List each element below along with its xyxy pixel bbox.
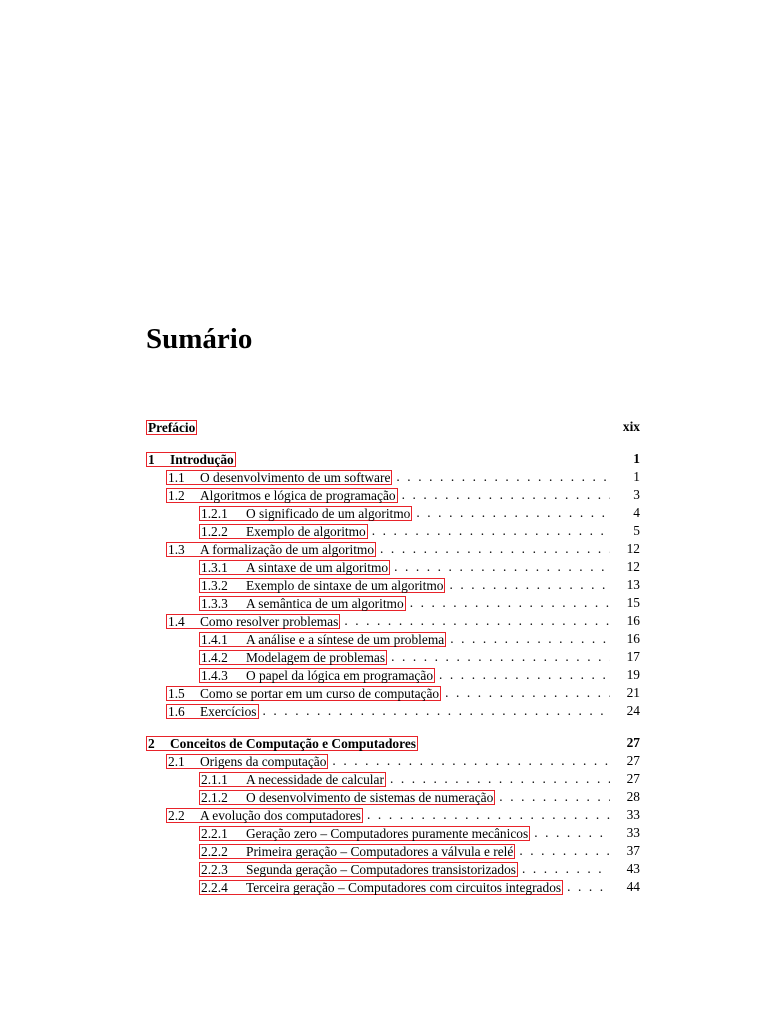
toc-entry-number: 1.2 [168,487,185,503]
toc-entry-number: 2.1 [168,753,185,769]
toc-entry [146,612,640,630]
dot-leader [402,486,610,504]
toc-entry-page: 19 [626,667,640,682]
toc-entry-page: 3 [633,487,640,502]
toc-entry-page: 27 [626,735,640,750]
toc-entry-number: 2.2.3 [201,861,228,877]
toc-entry-number: 1.4.1 [201,631,228,647]
toc-entry-link[interactable] [146,452,236,467]
dot-leader [519,842,610,860]
toc-entry-label: A evolução dos computadores [200,807,362,823]
toc-entry [146,594,640,612]
dot-leader [534,824,610,842]
dot-leader [394,558,610,576]
toc-entry [146,752,640,770]
toc-entry-page: 27 [626,753,640,768]
toc-entry-page: 4 [633,505,640,520]
dot-leader [439,666,610,684]
toc-entry-number: 1.4.3 [201,667,228,683]
toc-entry-label: Geração zero – Computadores puramente mecânicos [246,825,529,841]
toc-entry-page: 44 [626,879,640,894]
toc-entry-page: 28 [626,789,640,804]
toc-entry-page: 37 [626,843,640,858]
toc-entry [146,770,640,788]
toc-entry-label: A sintaxe de um algoritmo [246,559,389,575]
toc-entry [146,824,640,842]
toc-entry [146,576,640,594]
toc-entry-number: 1.2.2 [201,523,228,539]
dot-leader [390,770,610,788]
toc-entry-link[interactable] [166,704,259,719]
dot-leader [522,860,610,878]
toc-entry [146,734,640,752]
dot-leader [567,878,610,896]
toc-entry-link[interactable] [199,880,563,895]
toc-entry-page: 12 [626,559,640,574]
toc-entry-page: 15 [626,595,640,610]
toc-entry-page: 24 [626,703,640,718]
toc-entry-number: 2.2.2 [201,843,228,859]
toc-entry [146,468,640,486]
toc-entry [146,860,640,878]
toc-entry-label: A formalização de um algoritmo [200,541,375,557]
toc-entry-number: 1.4.2 [201,649,228,665]
toc-entry-link[interactable] [199,560,390,575]
toc-entry-link[interactable] [146,420,197,435]
toc-entry [146,806,640,824]
toc-entry-number: 2.2 [168,807,185,823]
toc-entry-page: 5 [633,523,640,538]
toc-entry-link[interactable] [166,808,363,823]
toc-entry [146,702,640,720]
dot-leader [445,684,610,702]
toc-entry-link[interactable] [199,668,435,683]
toc-entry-label: Prefácio [148,419,196,435]
toc-entry-link[interactable] [199,596,406,611]
toc-entry-label: Exemplo de sintaxe de um algoritmo [246,577,444,593]
toc-entry-link[interactable] [199,524,368,539]
toc-entry-number: 2.1.1 [201,771,228,787]
toc-entry [146,842,640,860]
toc-entry-number: 1.2.1 [201,505,228,521]
toc-entry-label: Algoritmos e lógica de programação [200,487,396,503]
toc-entry-label: A semântica de um algoritmo [246,595,404,611]
toc-entry-label: Primeira geração – Computadores a válvula e relé [246,843,514,859]
toc-entry-number: 1.5 [168,685,185,701]
toc-entry-label: Origens da computação [200,753,327,769]
toc-entry [146,450,640,468]
toc-entry-link[interactable] [199,844,515,859]
toc-entry-label: O desenvolvimento de sistemas de numeração [246,789,494,805]
toc-entry-number: 1.3 [168,541,185,557]
toc-entry-page: 1 [633,451,640,466]
toc-entry-number: 1.1 [168,469,185,485]
toc-entry-label: Conceitos de Computação e Computadores [170,735,416,751]
toc-entry-label: A necessidade de calcular [246,771,384,787]
toc-entry-label: O papel da lógica em programação [246,667,434,683]
toc-entry-link[interactable] [166,470,392,485]
toc-entry [146,878,640,896]
toc-entry-link[interactable] [199,506,412,521]
toc-entry [146,504,640,522]
toc-entry-link[interactable] [166,542,376,557]
dot-leader [372,522,610,540]
toc-entry-link[interactable] [199,650,387,665]
toc-entry-number: 1.3.2 [201,577,228,593]
toc-entry [146,522,640,540]
toc-entry-page: xix [622,419,640,434]
toc-entry-number: 2.2.1 [201,825,228,841]
dot-leader [391,648,610,666]
toc-entry [146,418,640,436]
toc-entry-number: 1.3.3 [201,595,228,611]
dot-leader [380,540,610,558]
toc-entry-link[interactable] [146,736,418,751]
dot-leader [367,806,610,824]
toc-entry [146,684,640,702]
toc-entry-label: Como se portar em um curso de computação [200,685,440,701]
dot-leader [450,630,610,648]
dot-leader [396,468,610,486]
toc-entry-link[interactable] [166,614,340,629]
toc-entry-label: Introdução [170,451,234,467]
toc-entry-label: O desenvolvimento de um software [200,469,391,485]
toc-entry-page: 16 [626,631,640,646]
toc-entry [146,558,640,576]
toc-entry-page: 17 [626,649,640,664]
toc-entry [146,666,640,684]
dot-leader [332,752,610,770]
toc-entry-label: Modelagem de problemas [246,649,386,665]
toc-entry-link[interactable] [199,578,445,593]
toc-entry-link[interactable] [166,488,398,503]
toc-entry-link[interactable] [199,772,386,787]
dot-leader [416,504,610,522]
toc-entry-label: A análise e a síntese de um problema [246,631,445,647]
toc-entry-link[interactable] [199,790,495,805]
toc-entry-label: O significado de um algoritmo [246,505,411,521]
toc-entry-number: 1.3.1 [201,559,228,575]
toc-entry [146,788,640,806]
toc-entry-number: 1 [148,451,155,467]
dot-leader [263,702,610,720]
toc-entry-label: Exercícios [200,703,257,719]
toc-entry [146,648,640,666]
toc-entry-label: Terceira geração – Computadores com circuitos integrados [246,879,562,895]
dot-leader [410,594,610,612]
toc-entry-number: 2.2.4 [201,879,228,895]
toc-entry-label: Exemplo de algoritmo [246,523,366,539]
toc-entry-number: 2.1.2 [201,789,228,805]
toc-entry-page: 33 [626,825,640,840]
toc-entry-page: 21 [626,685,640,700]
toc-entry-page: 27 [626,771,640,786]
toc-entry-link[interactable] [166,686,441,701]
toc-entry-link[interactable] [166,754,328,769]
dot-leader [344,612,610,630]
dot-leader [499,788,610,806]
toc-entry [146,540,640,558]
toc-entry-page: 1 [633,469,640,484]
toc-entry-page: 33 [626,807,640,822]
toc-entry-number: 2 [148,735,155,751]
toc-entry-label: Segunda geração – Computadores transistorizados [246,861,516,877]
toc-entry-page: 13 [626,577,640,592]
toc-entry-page: 43 [626,861,640,876]
toc-entry-number: 1.6 [168,703,185,719]
toc-entry-link[interactable] [199,862,518,877]
toc-entry-link[interactable] [199,826,530,841]
toc-entry-link[interactable] [199,632,446,647]
toc-entry [146,630,640,648]
toc-entry-page: 16 [626,613,640,628]
toc-entry-label: Como resolver problemas [200,613,339,629]
page-title: Sumário [146,323,253,355]
toc-entry-page: 12 [626,541,640,556]
toc-entry-number: 1.4 [168,613,185,629]
dot-leader [449,576,610,594]
toc-entry [146,486,640,504]
